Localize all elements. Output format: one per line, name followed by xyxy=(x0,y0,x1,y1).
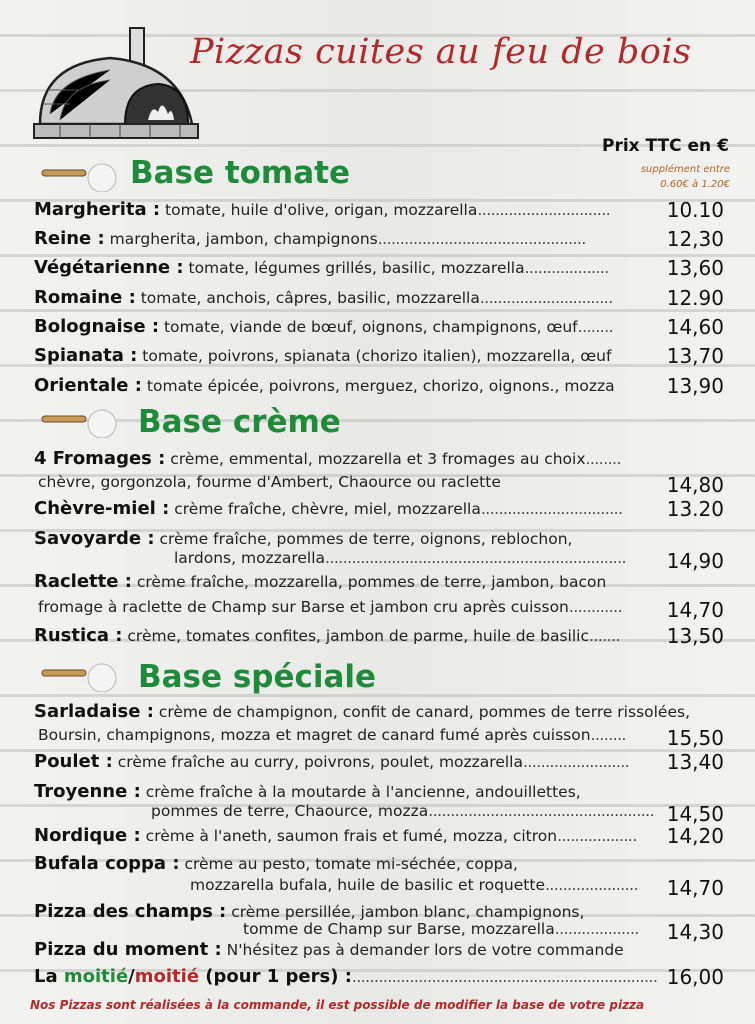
leader-dots: .................................................................... xyxy=(325,549,627,567)
menu-item-description: crème fraîche, mozzarella, pommes de terre, jambon, bacon xyxy=(136,573,607,591)
menu-item-name: Pizza des champs : xyxy=(34,901,227,922)
menu-item-description: tomate, poivrons, spianata (chorizo italien), mozzarella, œuf xyxy=(142,347,612,365)
menu-item-price: 14,50 xyxy=(666,802,724,826)
pizza-peel-icon xyxy=(40,160,118,192)
leader-dots: ........ xyxy=(590,726,626,744)
menu-item-name: Romaine : xyxy=(34,287,136,308)
menu-item-name: Raclette : xyxy=(34,571,132,592)
menu-item-price: 13,60 xyxy=(666,256,724,280)
supplement-line1: supplément entre xyxy=(640,164,730,175)
moitie-word-1: moitié xyxy=(63,966,129,987)
menu-item-price: 12.90 xyxy=(666,286,724,310)
leader-dots: .................. xyxy=(557,827,637,845)
section-title-creme: Base crème xyxy=(138,404,341,440)
menu-item-description: crème, emmental, mozzarella et 3 fromages au choix xyxy=(170,450,586,468)
menu-item-description-line2 xyxy=(190,876,638,894)
leader-dots: ................................ xyxy=(480,500,623,518)
leader-dots: ........................ xyxy=(522,753,630,771)
menu-item-description: tomate épicée, poivrons, merguez, chorizo, oignons., mozza xyxy=(146,377,615,395)
menu-item-row xyxy=(34,200,724,220)
menu-item-row xyxy=(34,229,724,249)
menu-item-description: tomate, anchois, câpres, basilic, mozzarella xyxy=(140,289,480,307)
supplement-line2: 0.60€ à 1.20€ xyxy=(660,179,730,190)
menu-item-row xyxy=(34,317,724,337)
moitie-prefix: La xyxy=(34,966,64,987)
menu-item-description-line2-text: fromage à raclette de Champ sur Barse et jambon cru après cuisson xyxy=(38,598,569,616)
menu-item-row xyxy=(34,376,724,396)
wood-oven-illustration xyxy=(30,24,202,144)
menu-item-name: Sarladaise : xyxy=(34,701,154,722)
menu-item-price: 13,90 xyxy=(666,374,724,398)
menu-item-row xyxy=(34,288,724,308)
menu-item-price: 10.10 xyxy=(666,198,724,222)
menu-item-description: crème au pesto, tomate mi-séchée, coppa, xyxy=(184,855,518,873)
menu-item-description-line2-text: Boursin, champignons, mozza et magret de canard fumé après cuisson xyxy=(38,726,591,744)
menu-item-description-line2 xyxy=(38,473,501,491)
menu-item-description: N'hésitez pas à demander lors de votre commande xyxy=(226,941,624,959)
menu-item-description: tomate, huile d'olive, origan, mozzarella xyxy=(165,201,478,219)
moitie-slash: / xyxy=(128,966,135,987)
menu-item-row xyxy=(34,346,724,366)
menu-item-description: crème fraîche, pommes de terre, oignons, reblochon, xyxy=(159,530,573,548)
menu-item-name: Rustica : xyxy=(34,625,123,646)
leader-dots: ....... xyxy=(588,627,620,645)
menu-item-description: crème de champignon, confit de canard, pommes de terre rissolées, xyxy=(158,703,691,721)
leader-dots: ........ xyxy=(585,450,621,468)
menu-item-price: 14,80 xyxy=(666,473,724,497)
menu-item-description-line2-text: lardons, mozzarella xyxy=(174,549,326,567)
menu-item-price: 14,30 xyxy=(666,920,724,944)
footer-note: Nos Pizzas sont réalisées à la commande, il est possible de modifier la base de votre pizza xyxy=(30,998,645,1012)
menu-item-name: Orientale : xyxy=(34,375,142,396)
menu-item-name: Nordique : xyxy=(34,825,141,846)
menu-item-price: 14,60 xyxy=(666,315,724,339)
menu-item-name: Pizza du moment : xyxy=(34,939,222,960)
moitie-price: 16,00 xyxy=(666,965,724,989)
menu-item-description: crème fraîche, chèvre, miel, mozzarella xyxy=(174,500,481,518)
menu-item-price: 14,90 xyxy=(666,549,724,573)
menu-item-name: Savoyarde : xyxy=(34,528,155,549)
menu-item-description-line2 xyxy=(243,920,639,938)
menu-item-name: 4 Fromages : xyxy=(34,448,166,469)
menu-item-name: Bufala coppa : xyxy=(34,853,180,874)
menu-item-price: 13,40 xyxy=(666,750,724,774)
leader-dots: ................... xyxy=(554,920,639,938)
menu-item-description: tomate, légumes grillés, basilic, mozzarella xyxy=(188,259,525,277)
menu-item-description: crème à l'aneth, saumon frais et fumé, mozza, citron xyxy=(145,827,558,845)
menu-item-description: tomate, viande de bœuf, oignons, champignons, œuf xyxy=(163,318,578,336)
menu-item-name: Chèvre-miel : xyxy=(34,498,170,519)
menu-item-name: Bolognaise : xyxy=(34,316,160,337)
moitie-dots: ..................................................................... xyxy=(351,968,658,986)
pizza-peel-icon xyxy=(40,660,118,692)
menu-item-price: 15,50 xyxy=(666,726,724,750)
leader-dots: .............................. xyxy=(477,201,611,219)
menu-item-description-line2 xyxy=(174,549,626,567)
leader-dots: ................................................... xyxy=(428,802,655,820)
price-header: Prix TTC en € xyxy=(602,136,729,156)
menu-item-row xyxy=(34,752,724,772)
supplement-note xyxy=(600,162,730,192)
menu-item-description: crème, tomates confites, jambon de parme, huile de basilic xyxy=(127,627,589,645)
menu-item-name: Végétarienne : xyxy=(34,257,184,278)
page-title: Pizzas cuites au feu de bois xyxy=(190,32,692,72)
menu-item-price: 14,70 xyxy=(666,598,724,622)
menu-item-description-line2-text: mozzarella bufala, huile de basilic et roquette xyxy=(190,876,545,894)
section-title-speciale: Base spéciale xyxy=(138,659,377,695)
pizza-peel-icon xyxy=(40,406,118,438)
moitie-word-2: moitié xyxy=(134,966,200,987)
menu-item-row xyxy=(34,499,724,519)
menu-item-price: 14,20 xyxy=(666,824,724,848)
menu-item-row xyxy=(34,626,724,646)
menu-item-description: margherita, jambon, champignons xyxy=(109,230,378,248)
menu-item-price: 13,50 xyxy=(666,624,724,648)
menu-item-description-line2 xyxy=(38,726,626,744)
menu-item-price: 13.20 xyxy=(666,497,724,521)
moitie-row xyxy=(34,967,724,987)
menu-item-description-line2-text: tomme de Champ sur Barse, mozzarella xyxy=(243,920,555,938)
section-title-tomate: Base tomate xyxy=(130,155,350,191)
leader-dots: ............ xyxy=(568,598,623,616)
menu-item-price: 13,70 xyxy=(666,344,724,368)
leader-dots: ............................................... xyxy=(377,230,586,248)
menu-item-price: 12,30 xyxy=(666,227,724,251)
menu-item-name: Spianata : xyxy=(34,345,138,366)
menu-item-price: 14,70 xyxy=(666,876,724,900)
menu-item-description: crème fraîche à la moutarde à l'ancienne, andouillettes, xyxy=(145,783,581,801)
menu-item-row xyxy=(34,258,724,278)
menu-item-name: Poulet : xyxy=(34,751,113,772)
leader-dots: ..................... xyxy=(545,876,638,894)
leader-dots: ........ xyxy=(577,318,614,336)
menu-item-description: crème fraîche au curry, poivrons, poulet, mozzarella xyxy=(117,753,523,771)
menu-item-row xyxy=(34,940,724,960)
menu-item-name: Troyenne : xyxy=(34,781,141,802)
leader-dots: ................... xyxy=(524,259,609,277)
menu-item-row xyxy=(34,826,724,846)
moitie-suffix: (pour 1 pers) : xyxy=(199,966,352,987)
menu-item-name: Margherita : xyxy=(34,199,161,220)
leader-dots: .............................. xyxy=(479,289,613,307)
menu-item-name: Reine : xyxy=(34,228,105,249)
menu-item-description-line2-text: pommes de terre, Chaource, mozza xyxy=(151,802,429,820)
menu-item-description: crème persillée, jambon blanc, champignons, xyxy=(231,903,585,921)
menu-item-description-line2-text: chèvre, gorgonzola, fourme d'Ambert, Chaource ou raclette xyxy=(38,473,501,491)
menu-item-description-line2 xyxy=(151,802,654,820)
menu-item-description-line2 xyxy=(38,598,622,616)
